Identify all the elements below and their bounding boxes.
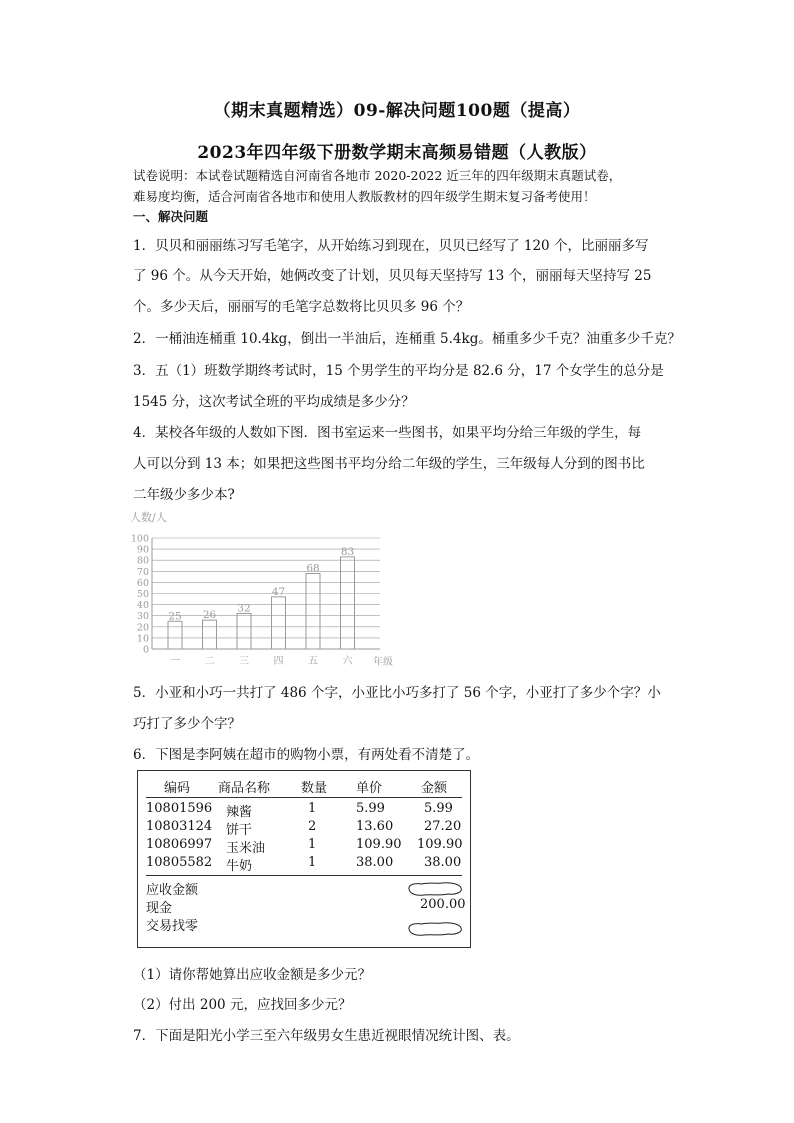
bar-grade-6	[341, 557, 355, 649]
receipt-cell: 38.00	[356, 855, 394, 870]
q3-line-2: 1545 分，这次考试全班的平均成绩是多少分？	[133, 394, 415, 410]
y-tick-label: 30	[136, 611, 149, 623]
receipt-cell: 10806997	[146, 837, 213, 852]
cash-label: 现金	[146, 901, 173, 916]
q1-line-3: 个。多少天后，丽丽写的毛笔字总数将比贝贝多 96 个？	[133, 299, 470, 315]
bar-value-label: 32	[237, 602, 251, 615]
intro-line-1: 试卷说明：本试卷试题精选自河南省各地市 2020-2022 近三年的四年级期末真题试卷，	[133, 168, 622, 183]
y-tick-label: 0	[142, 644, 149, 656]
receipt-header-code: 编码	[164, 781, 191, 796]
bar-value-label: 25	[168, 610, 182, 623]
receipt-cell: 5.99	[424, 801, 453, 816]
receipt-header-price: 单价	[356, 781, 383, 796]
receipt-cell: 饼干	[226, 823, 253, 838]
bar-grade-3	[237, 613, 251, 649]
x-tick-label: 六	[342, 656, 353, 667]
chart-x-axis-label: 年级	[373, 657, 393, 668]
q2-line-1: 2．一桶油连桶重 10.4kg，倒出一半油后，连桶重 5.4kg。桶重多少千克？油重多少千克？	[133, 331, 681, 347]
receipt-cell: 牛奶	[226, 859, 253, 874]
receipt-cell: 13.60	[356, 819, 394, 834]
receipt-divider-bottom	[146, 875, 462, 876]
change-label: 交易找零	[146, 919, 199, 934]
bar-value-label: 68	[306, 562, 320, 575]
receipt-cell: 玉米油	[226, 841, 266, 856]
y-tick-label: 10	[136, 633, 149, 645]
q7-line-1: 7．下面是阳光小学三至六年级男女生患近视眼情况统计图、表。	[133, 1028, 520, 1044]
chart-y-ticks	[131, 534, 149, 656]
chart-x-ticks	[170, 655, 354, 667]
cash-value: 200.00	[420, 897, 466, 912]
bar-value-label: 26	[202, 609, 217, 622]
y-tick-label: 90	[136, 544, 149, 556]
y-tick-label: 60	[136, 577, 149, 589]
y-tick-label: 100	[130, 533, 149, 545]
receipt-cell: 1	[308, 855, 317, 870]
q5-line-1: 5．小亚和小巧一共打了 486 个字，小亚比小巧多打了 56 个字，小亚打了多少个字？小	[133, 685, 661, 701]
q4-line-3: 二年级少多少本?	[133, 487, 235, 503]
q6-sub-1: （1）请你帮她算出应收金额是多少元？	[133, 967, 372, 983]
receipt-header-amount: 金额	[421, 781, 448, 796]
x-tick-label: 一	[170, 656, 180, 667]
receipt-cell: 38.00	[424, 855, 462, 870]
receipt-cell: 10803124	[146, 819, 213, 834]
title-line-1: （期末真题精选）09-解决问题100题（提高）	[213, 101, 581, 121]
smudge-receivable-icon	[406, 882, 464, 896]
receipt-header-qty: 数量	[301, 781, 328, 796]
bar-grade-2	[203, 620, 217, 649]
y-tick-label: 80	[136, 555, 149, 567]
receipt-cell: 109.90	[417, 837, 463, 852]
receipt-header-name: 商品名称	[218, 781, 271, 796]
intro-line-2: 难易度均衡，适合河南省各地市和使用人教版教材的四年级学生期末复习备考使用！	[133, 189, 596, 204]
smudge-change-icon	[406, 922, 464, 936]
q3-line-1: 3．五（1）班数学期终考试时，15 个男学生的平均分是 82.6 分，17 个女学生的总分是	[133, 363, 664, 379]
receipt-cell: 10801596	[146, 801, 213, 816]
y-tick-label: 50	[136, 589, 149, 600]
grade-population-bar-chart	[128, 508, 408, 670]
receivable-label: 应收金额	[146, 883, 199, 898]
chart-bars	[168, 546, 355, 649]
q1-line-1: 1．贝贝和丽丽练习写毛笔字，从开始练习到现在，贝贝已经写了 120 个，比丽丽多写	[133, 238, 649, 254]
x-tick-label: 五	[308, 656, 318, 667]
receipt-cell: 27.20	[424, 819, 462, 834]
x-tick-label: 四	[273, 656, 284, 667]
q4-line-2: 人可以分到 13 本；如果把这些图书平均分给二年级的学生，三年级每人分到的图书比	[133, 456, 645, 472]
bar-value-label: 47	[271, 585, 286, 598]
receipt-cell: 辣酱	[226, 805, 253, 820]
bar-value-label: 83	[340, 545, 355, 558]
section-heading: 一、解决问题	[133, 209, 209, 224]
receipt-cell: 2	[308, 819, 317, 834]
y-tick-label: 40	[136, 600, 149, 612]
receipt-cell: 10805582	[146, 855, 213, 870]
chart-y-axis-label: 人数/人	[130, 511, 167, 524]
q1-line-2: 了 96 个。从今天开始，她俩改变了计划，贝贝每天坚持写 13 个，丽丽每天坚持写 25	[133, 268, 652, 284]
receipt-cell: 109.90	[356, 837, 402, 852]
q5-line-2: 巧打了多少个字？	[133, 716, 241, 732]
q4-line-1: 4．某校各年级的人数如下图．图书室运来一些图书，如果平均分给三年级的学生，每	[133, 425, 642, 441]
q6-sub-2: （2）付出 200 元，应找回多少元？	[133, 997, 352, 1013]
title-line-2: 2023年四年级下册数学期末高频易错题（人教版）	[197, 143, 597, 163]
bar-grade-1	[168, 621, 182, 649]
receipt-cell: 1	[308, 801, 317, 816]
receipt-cell: 5.99	[356, 801, 385, 816]
q6-line-1: 6．下图是李阿姨在超市的购物小票，有两处看不清楚了。	[133, 747, 480, 763]
y-tick-label: 70	[136, 566, 149, 578]
receipt-cell: 1	[308, 837, 317, 852]
x-tick-label: 三	[239, 656, 249, 667]
receipt-divider-top	[146, 797, 462, 798]
shopping-receipt	[137, 770, 471, 948]
x-tick-label: 二	[204, 656, 215, 667]
y-tick-label: 20	[136, 622, 149, 634]
